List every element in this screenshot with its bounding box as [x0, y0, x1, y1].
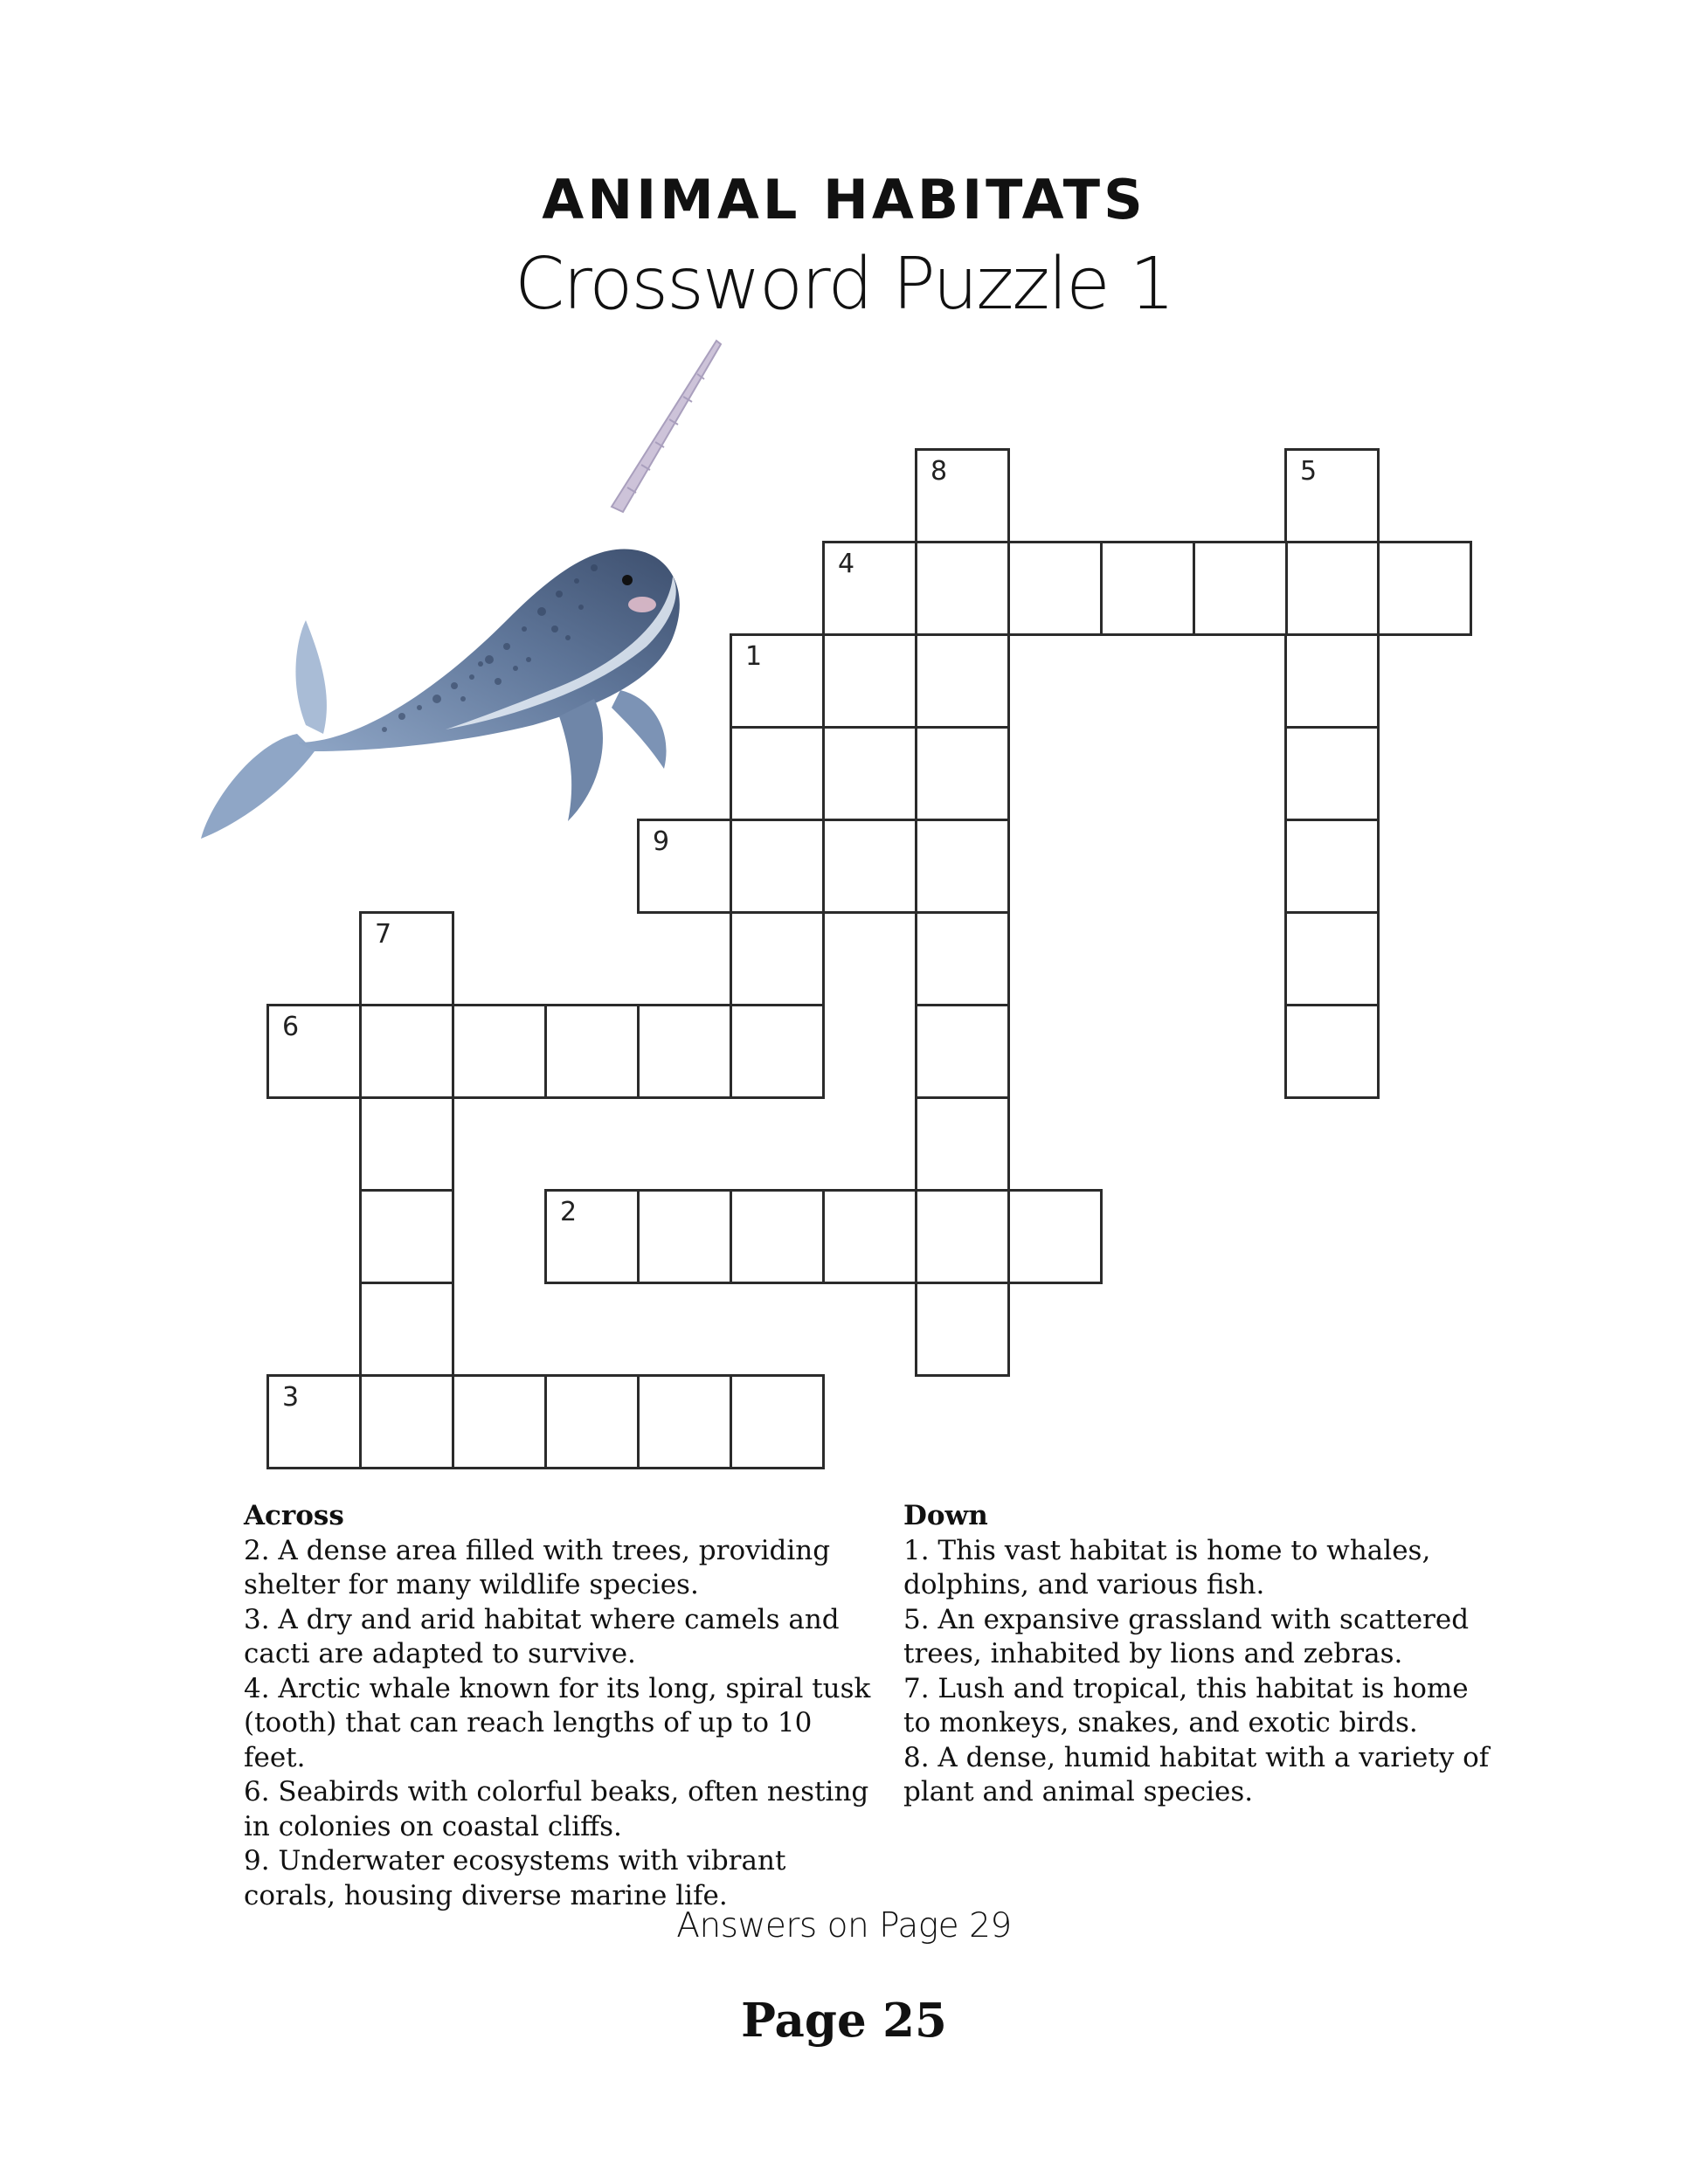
crossword-cell[interactable]: [1284, 633, 1380, 729]
crossword-cell[interactable]: [1284, 448, 1380, 543]
crossword-cell[interactable]: [915, 1096, 1010, 1192]
crossword-cell[interactable]: [1284, 819, 1380, 914]
crossword-cell[interactable]: [266, 1004, 362, 1099]
crossword-cell[interactable]: [915, 1189, 1010, 1284]
down-heading: Down: [903, 1500, 988, 1531]
crossword-cell[interactable]: [1284, 541, 1380, 636]
crossword-cell[interactable]: [730, 911, 825, 1006]
crossword-cell[interactable]: [1007, 1189, 1103, 1284]
crossword-cell[interactable]: [915, 1282, 1010, 1377]
clue-down-5: 5. An expansive grassland with scattered trees, inhabited by lions and zebras.: [903, 1603, 1470, 1669]
crossword-cell[interactable]: [1100, 541, 1195, 636]
crossword-cell[interactable]: [730, 1004, 825, 1099]
page-subtitle: Crossword Puzzle 1: [515, 243, 1173, 326]
crossword-cell[interactable]: [822, 633, 917, 729]
crossword-cell[interactable]: [1193, 541, 1288, 636]
clue-down-7: 7. Lush and tropical, this habitat is home to monkeys, snakes, and exotic birds.: [903, 1672, 1469, 1738]
page-number: Page 25: [741, 1994, 947, 2048]
clue-number: 3: [282, 1382, 300, 1413]
crossword-cell[interactable]: [730, 1189, 825, 1284]
clue-number: 5: [1300, 456, 1318, 487]
page-title: ANIMAL HABITATS: [542, 168, 1146, 232]
crossword-cell[interactable]: [359, 1374, 454, 1469]
crossword-cell[interactable]: [1007, 541, 1103, 636]
crossword-cell[interactable]: [452, 1374, 547, 1469]
clue-number: 2: [560, 1197, 578, 1227]
crossword-cell[interactable]: [359, 1004, 454, 1099]
crossword-cell[interactable]: [730, 633, 825, 729]
clue-across-4: 4. Arctic whale known for its long, spiral tusk (tooth) that can reach lengths of up to 10 feet.: [244, 1672, 871, 1773]
clue-down-1: 1. This vast habitat is home to whales, dolphins, and various fish.: [903, 1534, 1431, 1600]
flipper: [559, 699, 603, 821]
crossword-cell[interactable]: [730, 1374, 825, 1469]
crossword-cell[interactable]: [730, 726, 825, 821]
clue-number: 4: [838, 549, 855, 579]
crossword-cell[interactable]: [359, 1282, 454, 1377]
crossword-cell[interactable]: [637, 1004, 732, 1099]
clue-across-6: 6. Seabirds with colorful beaks, often nesting in colonies on coastal cliffs.: [244, 1776, 869, 1842]
crossword-cell[interactable]: [915, 819, 1010, 914]
crossword-cell[interactable]: [915, 541, 1010, 636]
answers-note: Answers on Page 29: [676, 1906, 1012, 1946]
clue-number: 7: [375, 919, 392, 950]
crossword-cell[interactable]: [544, 1004, 640, 1099]
crossword-cell[interactable]: [637, 1189, 732, 1284]
crossword-cell[interactable]: [915, 1004, 1010, 1099]
clue-number: 9: [653, 826, 670, 857]
crossword-cell[interactable]: [915, 911, 1010, 1006]
crossword-cell[interactable]: [1284, 911, 1380, 1006]
across-clues: [244, 1499, 873, 1913]
crossword-cell[interactable]: [359, 1096, 454, 1192]
crossword-cell[interactable]: [637, 1374, 732, 1469]
crossword-cell[interactable]: [1284, 1004, 1380, 1099]
crossword-cell[interactable]: [544, 1189, 640, 1284]
crossword-cell[interactable]: [822, 541, 917, 636]
across-heading: Across: [244, 1500, 344, 1531]
clue-across-3: 3. A dry and arid habitat where camels and cacti are adapted to survive.: [244, 1603, 840, 1669]
crossword-cell[interactable]: [822, 819, 917, 914]
crossword-cell[interactable]: [915, 633, 1010, 729]
crossword-cell[interactable]: [1377, 541, 1472, 636]
crossword-cell[interactable]: [915, 448, 1010, 543]
tusk: [612, 341, 721, 512]
narwhal-eye: [622, 575, 633, 585]
crossword-cell[interactable]: [359, 911, 454, 1006]
down-clues: [903, 1499, 1498, 1810]
clue-number: 8: [930, 456, 948, 487]
crossword-cell[interactable]: [266, 1374, 362, 1469]
clue-number: 6: [282, 1012, 300, 1042]
clue-across-2: 2. A dense area filled with trees, providing shelter for many wildlife species.: [244, 1534, 831, 1600]
narwhal-illustration: [183, 332, 743, 874]
clue-across-9: 9. Underwater ecosystems with vibrant corals, housing diverse marine life.: [244, 1845, 786, 1911]
clue-number: 1: [745, 641, 763, 672]
crossword-cell[interactable]: [1284, 726, 1380, 821]
crossword-cell[interactable]: [359, 1189, 454, 1284]
crossword-cell[interactable]: [452, 1004, 547, 1099]
crossword-cell[interactable]: [730, 819, 825, 914]
clue-down-8: 8. A dense, humid habitat with a variety of plant and animal species.: [903, 1741, 1490, 1807]
crossword-cell[interactable]: [822, 1189, 917, 1284]
crossword-cell[interactable]: [544, 1374, 640, 1469]
tail-fluke: [201, 734, 315, 839]
crossword-cell[interactable]: [915, 726, 1010, 821]
